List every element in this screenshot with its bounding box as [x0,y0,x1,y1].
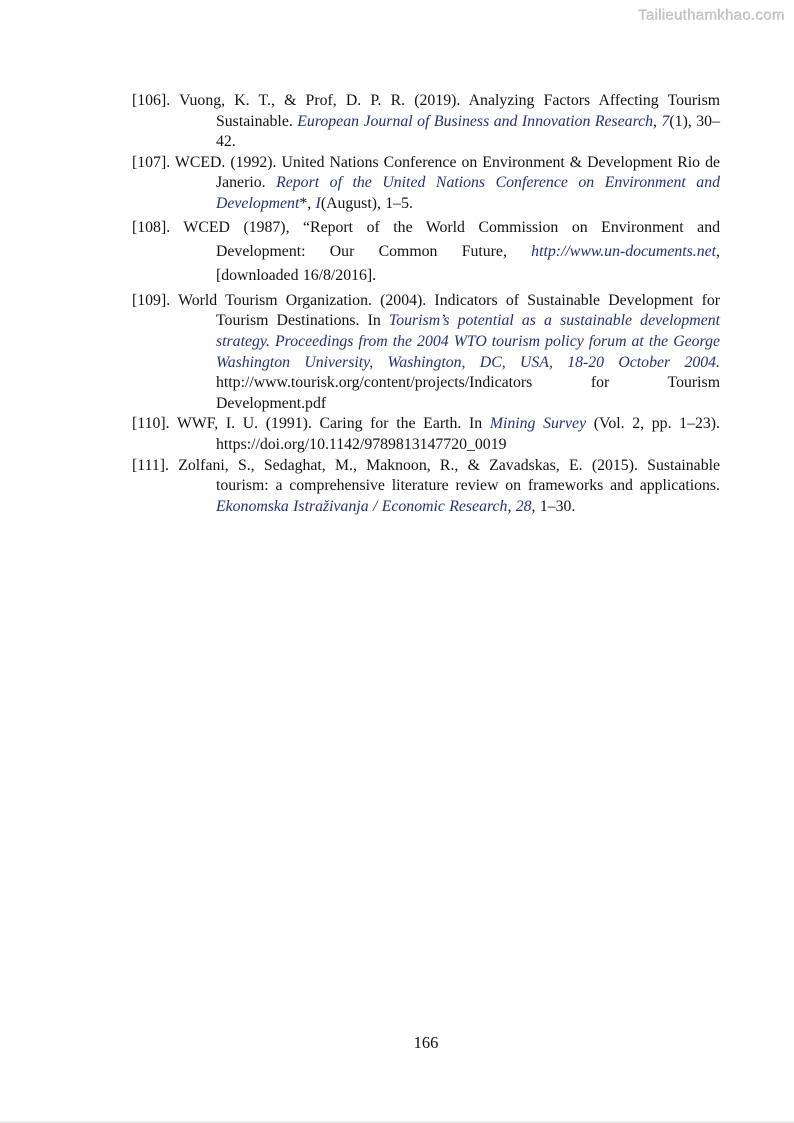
reference-text: WCED (1987), “Report of the World Commission on Environment and Development: Our Common Future, [183,218,720,260]
reference-item [132,291,720,415]
reference-text: WWF, I. U. (1991). Caring for the Earth. In [176,415,490,433]
reference-item [132,153,720,215]
reference-text: *, [299,194,316,212]
reference-text: , 1–30. [531,497,576,515]
reference-item [132,414,720,455]
page-number: 166 [413,1033,439,1052]
reference-italic-text: 7 [661,112,670,130]
reference-label: [109]. [132,291,179,309]
reference-text: Vuong, K. T., & Prof, D. P. R. (2019). Analyzing Factors Affecting Tourism Sustainable. [179,92,721,130]
reference-italic-text: http://www.un-documents.net [531,242,717,260]
reference-italic-text: Tourism’s potential as a sustainable development strategy. Proceedings from the 2004 WTO tourism policy forum at the George Washington University, Washington, DC, USA, 18-20 October 2004. [216,312,720,371]
reference-text: (1), 30–42. [216,112,720,151]
reference-text: (Vol. 2, pp. 1–23). https://doi.org/10.1142/9789813147720_0019 [216,415,720,453]
reference-italic-text: European Journal of Business and Innovation Research [297,112,654,130]
reference-text: Zolfani, S., Sedaghat, M., Maknoon, R., & Zavadskas, E. (2015). Sustainable tourism: a comprehensive literature review on frameworks and applications. [178,456,720,495]
reference-label: [108]. [132,218,184,236]
reference-italic-text: Mining Survey [489,415,587,433]
reference-italic-text: I [315,194,321,212]
reference-text: WCED. (1992). United Nations Conference on Environment & Development Rio de Janerio. [174,153,720,192]
reference-text: , [653,112,662,130]
reference-item [132,456,720,518]
reference-item [132,91,720,153]
reference-text: , [507,497,516,515]
reference-text: , [downloaded 16/8/2016]. [216,242,720,285]
references-list [132,91,720,517]
reference-italic-text: Report of the United Nations Conference on Environment and Development [216,174,720,212]
reference-text: World Tourism Organization. (2004). Indicators of Sustainable Development for Tourism Destinations. In [178,291,720,330]
reference-text: http://www.tourisk.org/content/projects/Indicators for Tourism Development.pdf [216,374,720,412]
reference-italic-text: 28 [515,497,532,515]
reference-italic-text: Ekonomska Istraživanja / Economic Research [216,497,508,515]
reference-text: (August), 1–5. [320,194,413,212]
reference-item [132,216,720,289]
reference-label: [110]. [132,415,177,433]
reference-label: [107]. [132,153,175,171]
reference-label: [111]. [132,456,179,474]
reference-label: [106]. [132,92,180,109]
watermark-text: Tailieuthamkhao.com [638,7,785,24]
